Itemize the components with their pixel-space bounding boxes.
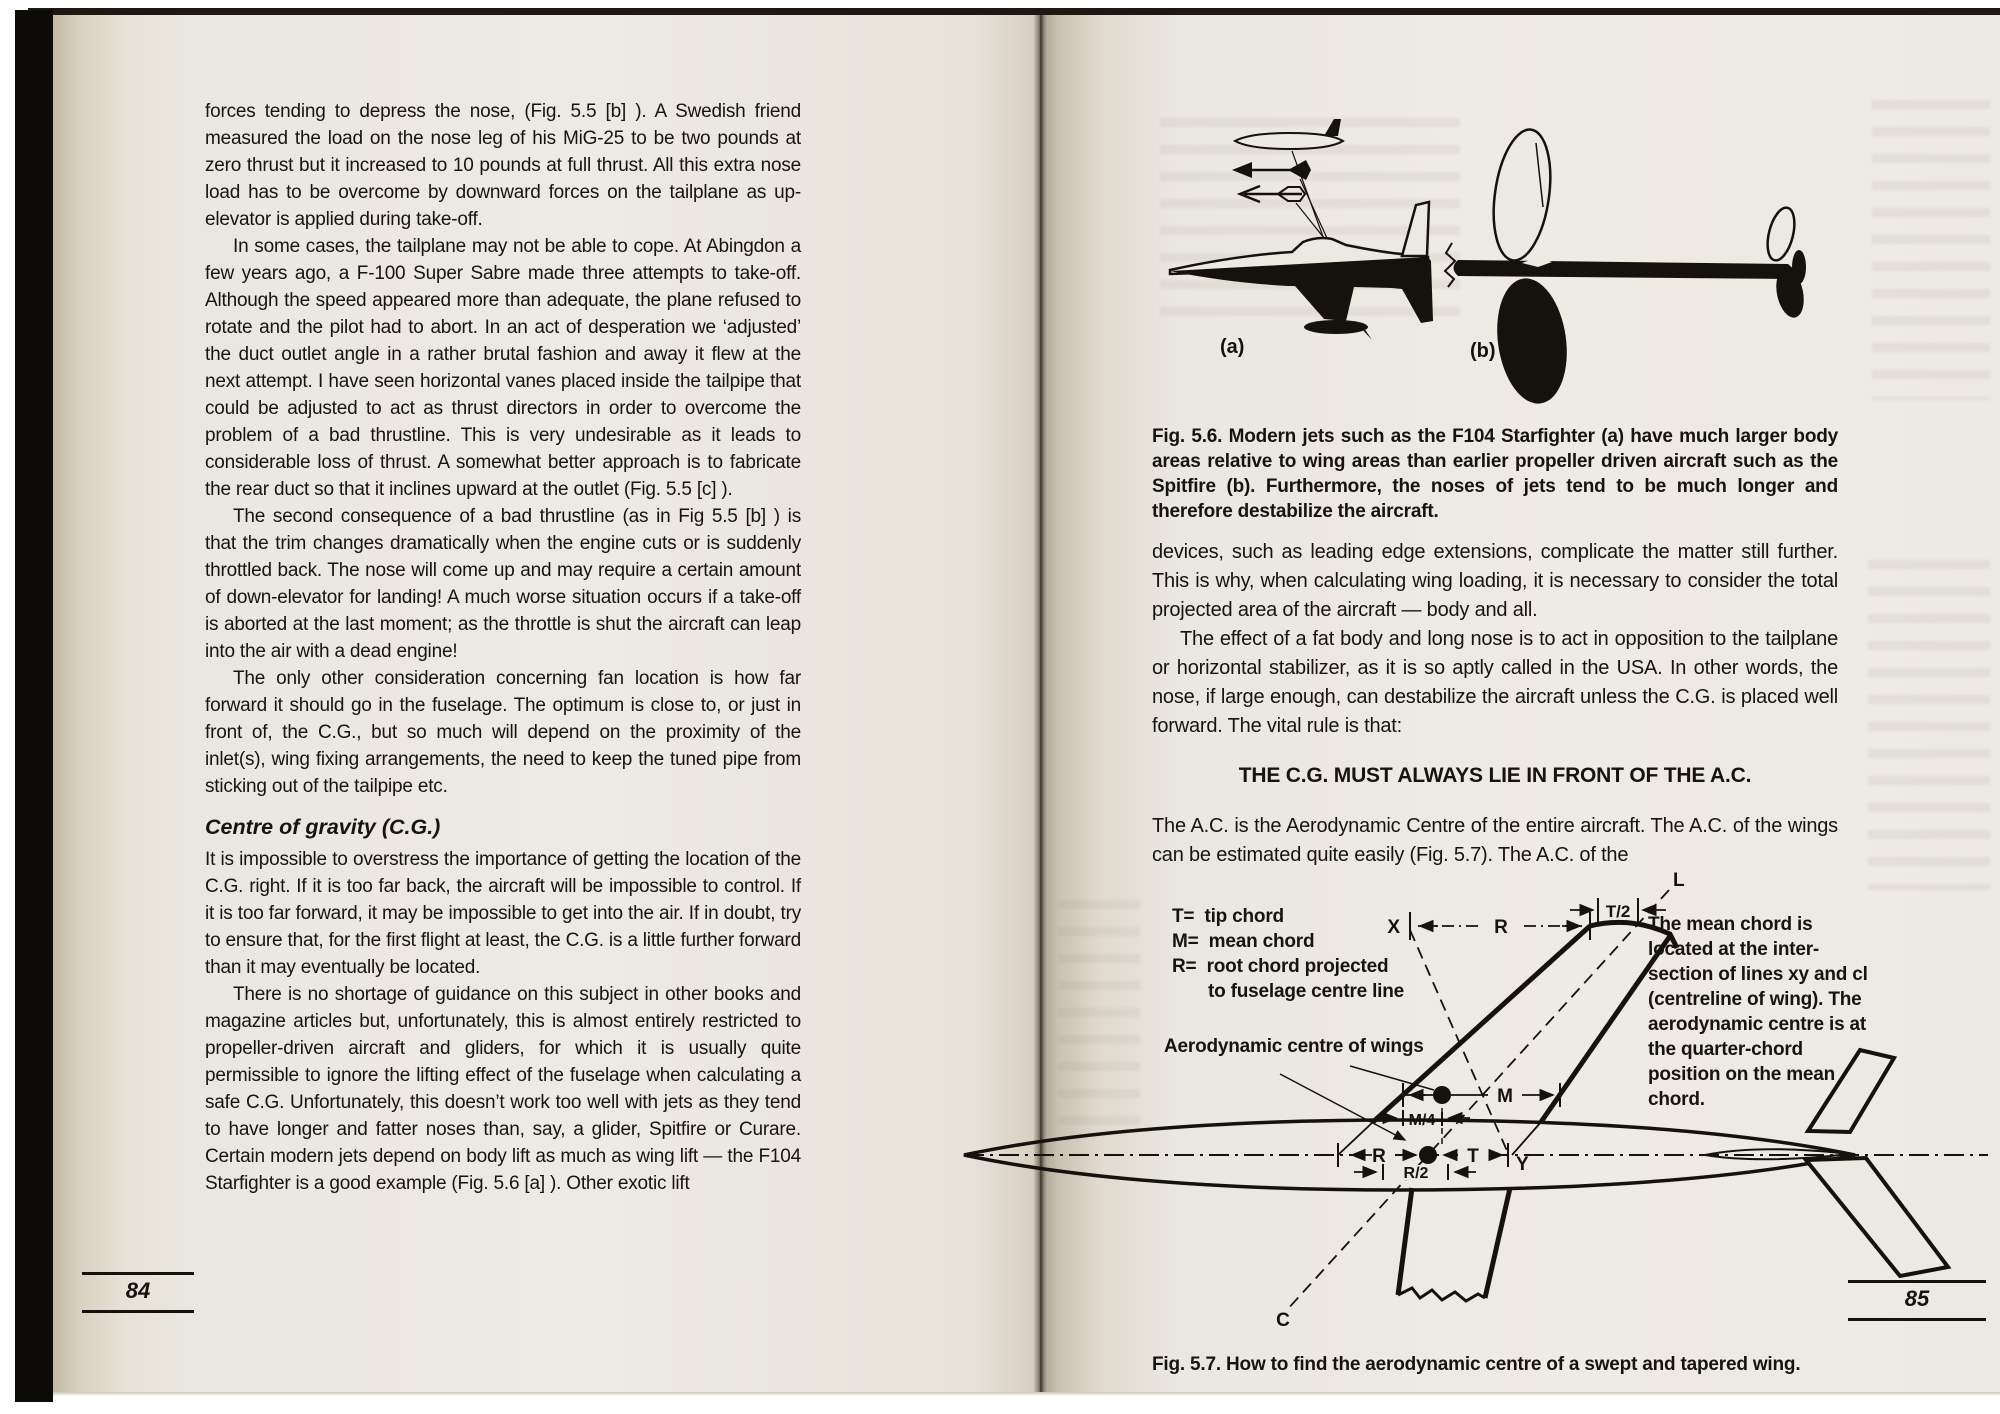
legend-mean-chord: M= mean chord [1172, 931, 1315, 952]
f104-tip-tank [1304, 320, 1368, 334]
f104-upper-tailplane [1402, 202, 1429, 256]
paragraph: In some cases, the tailplane may not be able to cope. At Abingdon a few years ago, a F-100 Super Sabre made three attempts to take-off. Although the speed appeared more than adequate, the plane refused to rotate and the pilot had to abort. In an act of desperation we ‘adjusted’ the duct outlet angle in a rather brutal fashion and away it flew at the next attempt. I have seen horizontal vanes placed inside the tailpipe that could be adjusted to act as thrust directors in order to overcome the problem of a bad thrustline. This is very undesirable as it leads to considerable loss of thrust. A somewhat better approach is to fabricate the rear duct so that it inclines upward at the outlet (Fig. 5.5 [c] ). [205, 236, 801, 500]
spitfire-upper-wing [1486, 126, 1558, 264]
aerodynamic-centre-label: Aerodynamic centre of wings [1164, 1036, 1424, 1057]
propeller-blur [1445, 243, 1455, 287]
left-page-text-column [205, 98, 801, 1197]
section-heading: Centre of gravity (C.G.) [205, 815, 441, 839]
wing-break-line [1398, 1288, 1485, 1301]
fig57-label-x: X [1387, 917, 1400, 938]
spitfire-drawing [1445, 126, 1808, 408]
spitfire-upper-tailplane [1763, 205, 1799, 263]
spitfire-rudder [1792, 250, 1806, 284]
tailplane [1806, 1158, 1948, 1276]
f104-starfighter-drawing [1170, 119, 1433, 340]
near-wing-leading-edge [1398, 1188, 1412, 1295]
paragraph: There is no shortage of guidance on this subject in other books and magazine articles but, unfortunately, this is almost entirely restricted to propeller-driven aircraft and gliders, for which it is usually quite permissible to ignore the lifting effect of the fuselage when calculating a safe C.G. Unfortunately, this doesn’t work too well with jets as they tend to have longer and fatter noses than, say, a glider, Spitfire or Curare. Certain modern jets depend on body lift as much as wing lift — the F104 Starfighter is a good example (Fig. 5.6 [a] ). Other exotic lift [205, 984, 801, 1194]
paragraph: The second consequence of a bad thrustline (as in Fig 5.5 [b] ) is that the trim changes dramatically when the engine cuts or is suddenly throttled back. The nose will come up and may require a certain amount of down-elevator for landing! A much worse situation occurs if a take-off is aborted at the last moment; as the throttle is shut the aircraft can leap into the air with a dead engine! [205, 506, 801, 662]
fig56-label-a: (a) [1220, 336, 1245, 358]
page-bottom-shadow [53, 1392, 2000, 1396]
legend-root-chord-cont: to fuselage centre line [1208, 981, 1405, 1002]
fig57-label-r2: R/2 [1403, 1165, 1429, 1182]
fig56-label-b: (b) [1470, 340, 1496, 362]
fig57-label-y: Y [1516, 1154, 1529, 1175]
fig57-label-l: L [1673, 870, 1685, 891]
near-wing-trailing-edge [1485, 1188, 1510, 1298]
legend-tip-chord: T= tip chord [1172, 906, 1284, 927]
page-number-right: 85 [1848, 1280, 1986, 1321]
spitfire-fuselage [1454, 260, 1797, 279]
paragraph: devices, such as leading edge extensions, complicate the matter still further. This is why, when calculating wing loading, it is necessary to consider the total projected area of the aircraft — body and all. [1152, 541, 1838, 621]
paragraph: The effect of a fat body and long nose is to act in opposition to the tailplane or horizontal stabilizer, as it is so aptly called in the USA. In other words, the nose, if large enough, can destabilize the aircraft unless the C.G. is placed well forward. The vital rule is that: [1152, 628, 1838, 737]
paragraph: The A.C. is the Aerodynamic Centre of the entire aircraft. The A.C. of the wings can be estimated quite easily (Fig. 5.7). The A.C. of the [1152, 815, 1838, 866]
spitfire-lower-wing [1490, 274, 1575, 408]
figure-5-6 [1140, 95, 1860, 425]
tip-tank-fin [1324, 119, 1341, 136]
fig57-label-m: M [1497, 1086, 1513, 1107]
fig57-label-c: C [1276, 1310, 1290, 1331]
fig57-caption: Fig. 5.7. How to find the aerodynamic centre of a swept and tapered wing. [1152, 1354, 1801, 1375]
fig57-label-r-top: R [1494, 917, 1508, 938]
bleed-through [1868, 560, 1990, 890]
cg-rule-statement: THE C.G. MUST ALWAYS LIE IN FRONT OF THE A.C. [1238, 764, 1752, 787]
fig56-aircraft-silhouettes [1140, 95, 1860, 425]
legend-root-chord: R= root chord projected [1172, 956, 1389, 977]
fig57-label-t: T [1467, 1146, 1479, 1167]
missile-shape [1240, 186, 1305, 202]
fig57-label-m4: M/4 [1408, 1112, 1436, 1129]
page-number-left: 84 [82, 1272, 194, 1313]
paragraph: The only other consideration concerning fan location is how far forward it should go in the fuselage. The optimum is close to, or just in front of, the C.G., but so much will depend on the proximity of the inlet(s), wing fixing arrangements, the need to keep the tuned pipe from sticking out of the tailpipe etc. [205, 668, 801, 797]
paragraph: It is impossible to overstress the importance of getting the location of the C.G. right. If it is too far back, the aircraft will be impossible to control. If it is too far forward, it may be impossible to get into the air. If in doubt, try to ensure that, for the first flight at least, the C.G. is a little further forward than it may eventually be located. [205, 849, 801, 978]
right-page-text-column [1152, 424, 1838, 870]
scan-top-edge [28, 8, 2000, 15]
fig57-label-t2: T/2 [1605, 902, 1631, 921]
paragraph: forces tending to depress the nose, (Fig. 5.5 [b] ). A Swedish friend measured the load on the nose leg of his MiG-25 to be two pounds at zero thrust but it increased to 10 pounds at full thrust. All this extra nose load has to be overcome by downward forces on the tailplane as up-elevator is applied during take-off. [205, 101, 801, 230]
scan-left-edge [15, 10, 53, 1402]
bleed-through [1872, 100, 1990, 400]
fig57-label-r-mid: R [1372, 1146, 1386, 1167]
aircraft-aerodynamic-centre-dot [1419, 1146, 1437, 1164]
fig56-caption: Fig. 5.6. Modern jets such as the F104 Starfighter (a) have much larger body areas relative to wing areas than earlier propeller driven aircraft such as the Spitfire (b). Furthermore, the noses of jets tend to be much longer and therefore destabilize the aircraft. [1152, 426, 1838, 522]
mean-chord-note: The mean chord is located at the inter-section of lines xy and cl (centreline of wing). The aerodynamic centre is at the quarter-chord position on the mean chord. [1648, 914, 1868, 1110]
aerodynamic-centre-of-wings-dot [1433, 1086, 1451, 1104]
root-chord-projection [1512, 1122, 1541, 1155]
figure-5-7 [950, 868, 1995, 1348]
fig57-legend [1172, 904, 1404, 1004]
